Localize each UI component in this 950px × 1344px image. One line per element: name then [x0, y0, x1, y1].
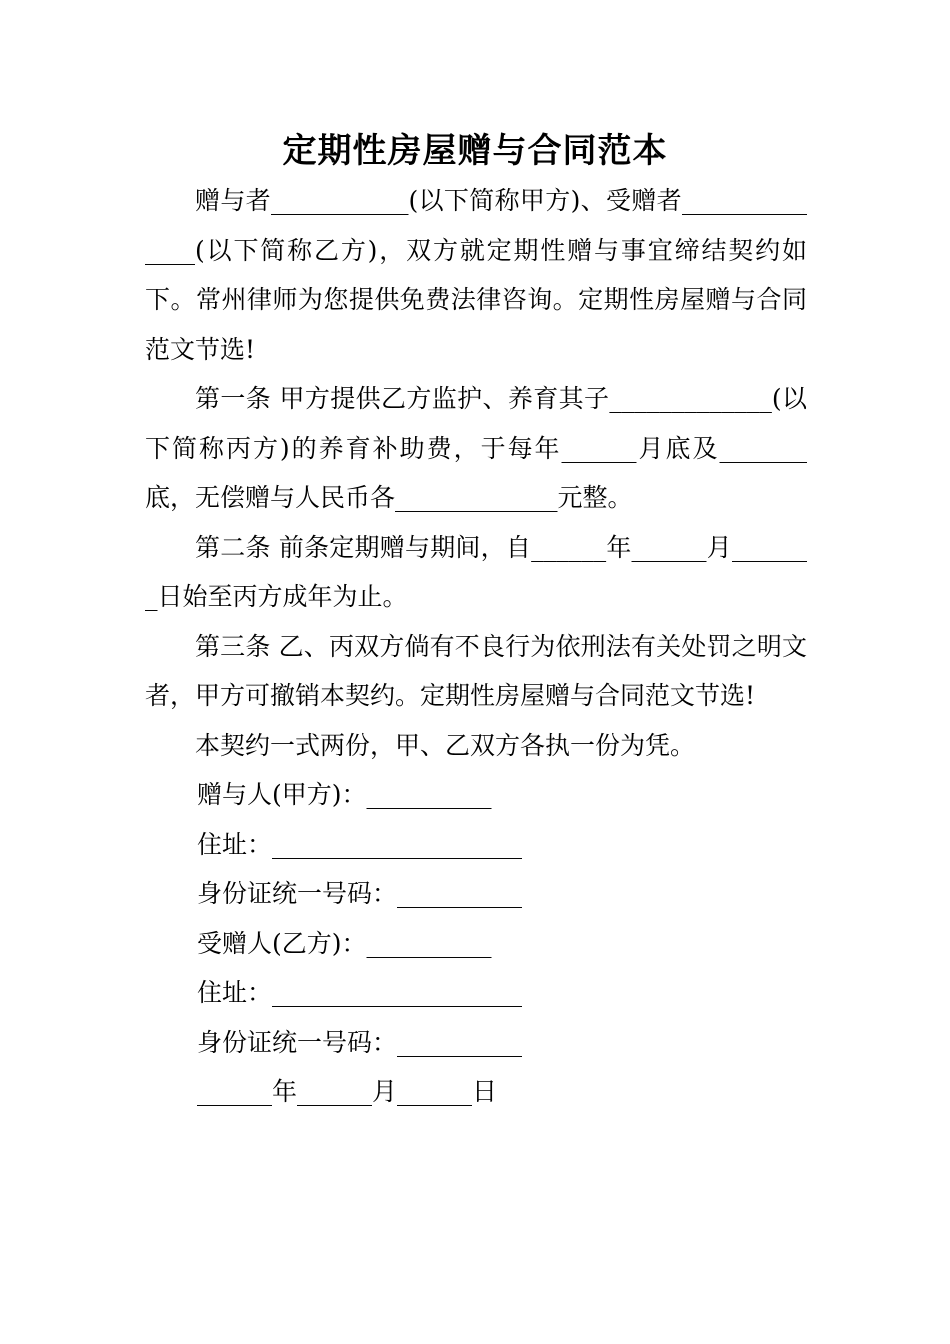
document-title: 定期性房屋赠与合同范本 [282, 131, 668, 171]
paragraph-article-2: 第二条 前条定期赠与期间，自______年______月_______日始至丙方成年为止。 [145, 532, 807, 611]
donor-signature-line: 赠与人(甲方)：__________ [197, 780, 492, 809]
donor-id-line: 身份证统一号码：__________ [197, 879, 523, 908]
donee-id-line: 身份证统一号码：__________ [197, 1027, 523, 1057]
paragraph-intro: 赠与者___________(以下简称甲方)、受赠者______________(以下简称乙方)，双方就定期性赠与事宜缔结契约如下。常州律师为您提供免费法律咨询。定期性房屋赠与合同范文节选! [145, 186, 807, 364]
document-body [145, 176, 807, 1117]
donee-signature-line: 受赠人(乙方)：__________ [197, 928, 492, 958]
donor-address-line: 住址：____________________ [197, 829, 523, 859]
paragraph-copies: 本契约一式两份，甲、乙双方各执一份为凭。 [195, 730, 696, 760]
paragraph-article-3: 第三条 乙、丙双方倘有不良行为依刑法有关处罚之明文者，甲方可撤销本契约。定期性房屋赠与合同范文节选! [145, 631, 807, 710]
date-line: ______年______月______日 [197, 1077, 498, 1106]
paragraph-article-1: 第一条 甲方提供乙方监护、养育其子_____________(以下简称丙方)的养育补助费，于每年______月底及_______底，无偿赠与人民币各_____________元整。 [145, 384, 807, 512]
donee-address-line: 住址：____________________ [197, 978, 523, 1007]
